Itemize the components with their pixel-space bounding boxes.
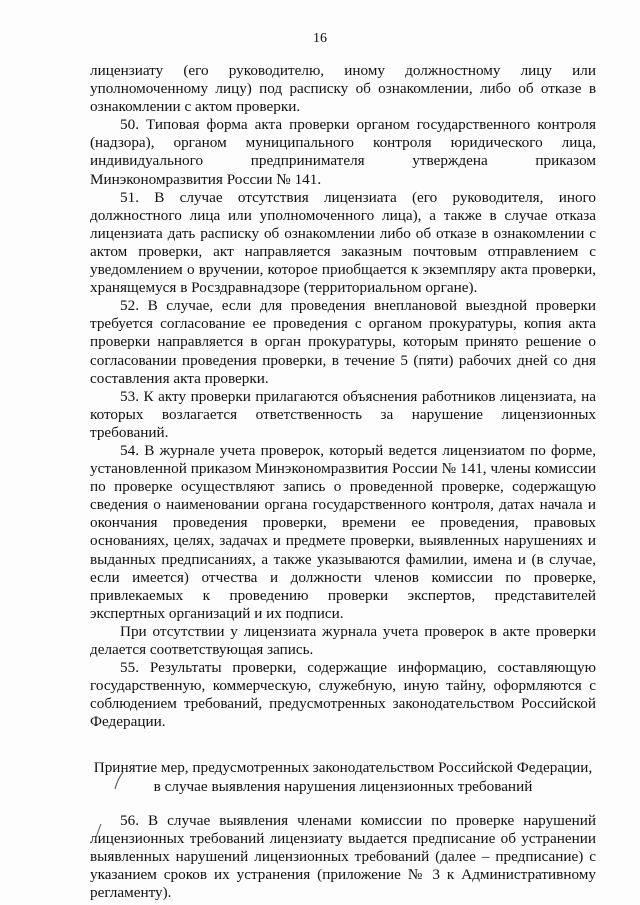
paragraph-54: 54. В журнале учета проверок, который ведется лицензиатом по форме, установленной приказом Минэкономразвития России № 141, члены комиссии по проверке осуществляют запись о проведенной проверке, содержащую сведения о наименовании органа государственного контроля, датах начала и окончания проведения проверки, времени ее проведения, правовых основаниях, целях, задачах и предмете проверки, выявленных нарушениях и выданных предписаниях, а также указываются фамилии, имена и (в случае, если имеется) отчества и должности членов комиссии по проверке, привлекаемых к проведению проверки экспертов, представителей экспертных организаций и их подписи.	[90, 441, 596, 622]
paragraph-55: 55. Результаты проверки, содержащие информацию, составляющую государственную, коммерческую, служебную, иную тайну, оформляются с соблюдением требований, предусмотренных законодательством Российской Федерации.	[90, 659, 596, 731]
paragraph-56: 56. В случае выявления членами комиссии по проверке нарушений лицензионных требований лицензиату выдается предписание об устранении выявленных нарушений лицензионных требований (далее – предписание) с указанием сроков их устранения (приложение № 3 к Административному регламенту).	[90, 811, 596, 902]
paragraph-54-note: При отсутствии у лицензиата журнала учета проверок в акте проверки делается соответствующая запись.	[90, 622, 596, 658]
paragraph-50: 50. Типовая форма акта проверки органом государственного контроля (надзора), органом муниципального контроля юридического лица, индивидуального предпринимателя утверждена приказом Минэкономразвития России № 141.	[90, 116, 596, 188]
paragraph-continuation: лицензиату (его руководителю, иному должностному лицу или уполномоченному лицу) под расписку об ознакомлении, либо об отказе в ознакомлении с актом проверки.	[90, 62, 596, 116]
section-heading-line-2: в случае выявления нарушения лицензионных требований	[153, 777, 533, 795]
document-body	[90, 62, 596, 902]
page-number: 16	[313, 31, 327, 46]
paragraph-52: 52. В случае, если для проведения внеплановой выездной проверки требуется согласование ее проведения с органом прокуратуры, копия акта проверки направляется в орган прокуратуры, которым принято решение о согласовании проведения проверки, в течение 5 (пяти) рабочих дней со дня составления акта проверки.	[90, 297, 596, 387]
section-heading	[90, 759, 596, 795]
paragraph-53: 53. К акту проверки прилагаются объяснения работников лицензиата, на которых возлагается ответственность за нарушение лицензионных требований.	[90, 387, 596, 441]
paragraph-51: 51. В случае отсутствия лицензиата (его руководителя, иного должностного лица или уполномоченного лица), а также в случае отказа лицензиата дать расписку об ознакомлении либо об отказе в ознакомлении с актом проверки, акт направляется заказным почтовым отправлением с уведомлением о вручении, которое приобщается к экземпляру акта проверки, хранящемуся в Росздравнадзоре (территориальном органе).	[90, 188, 596, 297]
section-heading-line-1: Принятие мер, предусмотренных законодательством Российской Федерации,	[93, 759, 593, 777]
